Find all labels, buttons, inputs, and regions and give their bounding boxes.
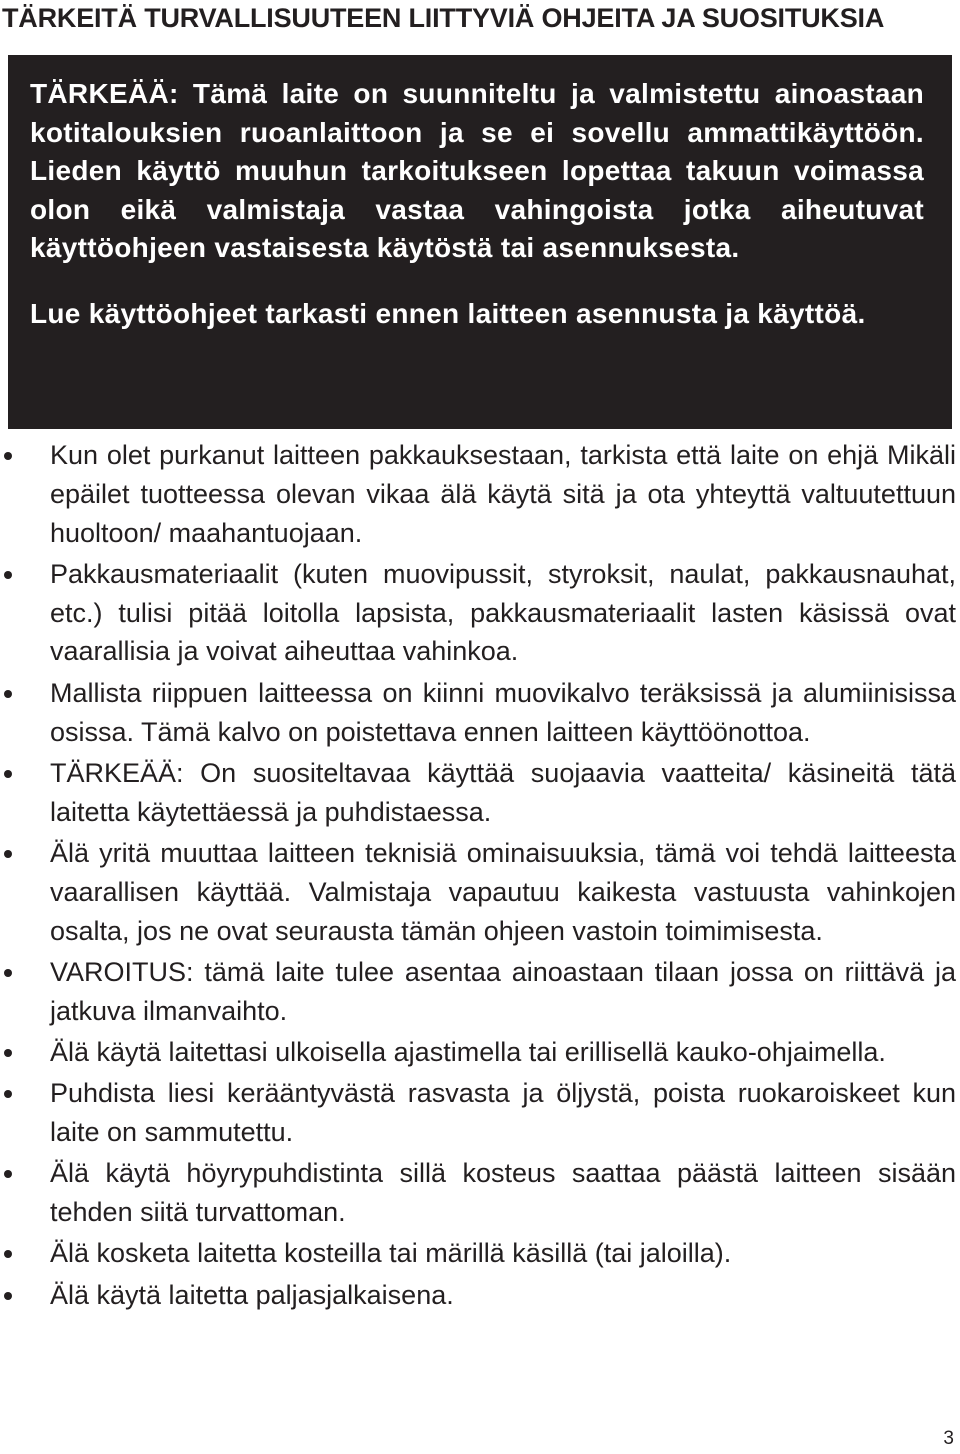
list-item <box>0 953 956 1031</box>
bullet-icon <box>4 571 12 579</box>
safety-instructions-list <box>0 436 956 1317</box>
bullet-icon <box>4 1170 12 1178</box>
warning-paragraph-intended-use: TÄRKEÄÄ: Tämä laite on suunniteltu ja valmistettu ainoastaan kotitalouksien ruoanlaittoon ja se ei sovellu ammattikäyttöön. Lieden käyttö muuhun tarkoitukseen lopettaa takuun voimassa olon eikä valmistaja vastaa vahingoista jotka aiheutuvat käyttöohjeen vastaisesta käytöstä tai asennuksesta. <box>30 78 924 263</box>
list-item-text: Mallista riippuen laitteessa on kiinni muovikalvo teräksissä ja alumiinisissa osissa. Tämä kalvo on poistettava ennen laitteen käyttöönottoa. <box>50 677 956 747</box>
list-item <box>0 674 956 752</box>
list-item <box>0 1033 956 1072</box>
list-item <box>0 1154 956 1232</box>
list-item-text: TÄRKEÄÄ: On suositeltavaa käyttää suojaavia vaatteita/ käsineitä tätä laitetta käytettäessä ja puhdistaessa. <box>50 757 956 827</box>
list-item-text: Kun olet purkanut laitteen pakkauksestaan, tarkista että laite on ehjä Mikäli epäilet tuotteessa olevan vikaa älä käytä sitä ja ota yhteyttä valtuutettuun huoltoon/ maahantuojaan. <box>50 440 956 548</box>
list-item <box>0 436 956 552</box>
list-item-text: Puhdista liesi kerääntyvästä rasvasta ja öljystä, poista ruokaroiskeet kun laite on sammutettu. <box>50 1078 956 1148</box>
list-item-text: Älä kosketa laitetta kosteilla tai märillä käsillä (tai jaloilla). <box>50 1238 732 1269</box>
list-item <box>0 1074 956 1152</box>
list-item-text: Älä käytä laitetta paljasjalkaisena. <box>50 1279 454 1310</box>
bullet-icon <box>4 1090 12 1098</box>
page-number: 3 <box>943 1428 954 1449</box>
list-item <box>0 1276 956 1315</box>
list-item-text: Pakkausmateriaalit (kuten muovipussit, styroksit, naulat, pakkausnauhat, etc.) tulisi pitää loitolla lapsista, pakkausmateriaalit lasten käsissä ovat vaarallisia ja voivat aiheuttaa vahinkoa. <box>50 558 956 667</box>
page-heading: TÄRKEITÄ TURVALLISUUTEEN LIITTYVIÄ OHJEITA JA SUOSITUKSIA <box>2 3 885 33</box>
bullet-icon <box>4 690 12 698</box>
list-item-text: VAROITUS: tämä laite tulee asentaa ainoastaan tilaan jossa on riittävä ja jatkuva ilmanvaihto. <box>50 956 956 1026</box>
list-item <box>0 1234 956 1273</box>
list-item-text: Älä käytä laitettasi ulkoisella ajastimella tai erillisellä kauko-ohjaimella. <box>50 1036 886 1067</box>
warning-paragraph-read-instructions: Lue käyttöohjeet tarkasti ennen laitteen asennusta ja käyttöä. <box>30 297 866 329</box>
bullet-icon <box>4 850 12 858</box>
bullet-icon <box>4 1250 12 1258</box>
list-item-text: Älä käytä höyrypuhdistinta sillä kosteus saattaa päästä laitteen sisään tehden siitä turvattoman. <box>50 1158 956 1228</box>
bullet-icon <box>4 1292 12 1300</box>
list-item <box>0 555 956 671</box>
bullet-icon <box>4 1049 12 1057</box>
bullet-icon <box>4 770 12 778</box>
important-warning-box <box>8 55 952 429</box>
list-item <box>0 754 956 832</box>
bullet-icon <box>4 969 12 977</box>
list-item <box>0 834 956 950</box>
list-item-text: Älä yritä muuttaa laitteen teknisiä ominaisuuksia, tämä voi tehdä laitteesta vaarallisen käyttää. Valmistaja vapautuu kaikesta vastuusta vahinkojen osalta, jos ne ovat seurausta tämän ohjeen vastoin toimimisesta. <box>50 837 956 946</box>
bullet-icon <box>4 452 12 460</box>
